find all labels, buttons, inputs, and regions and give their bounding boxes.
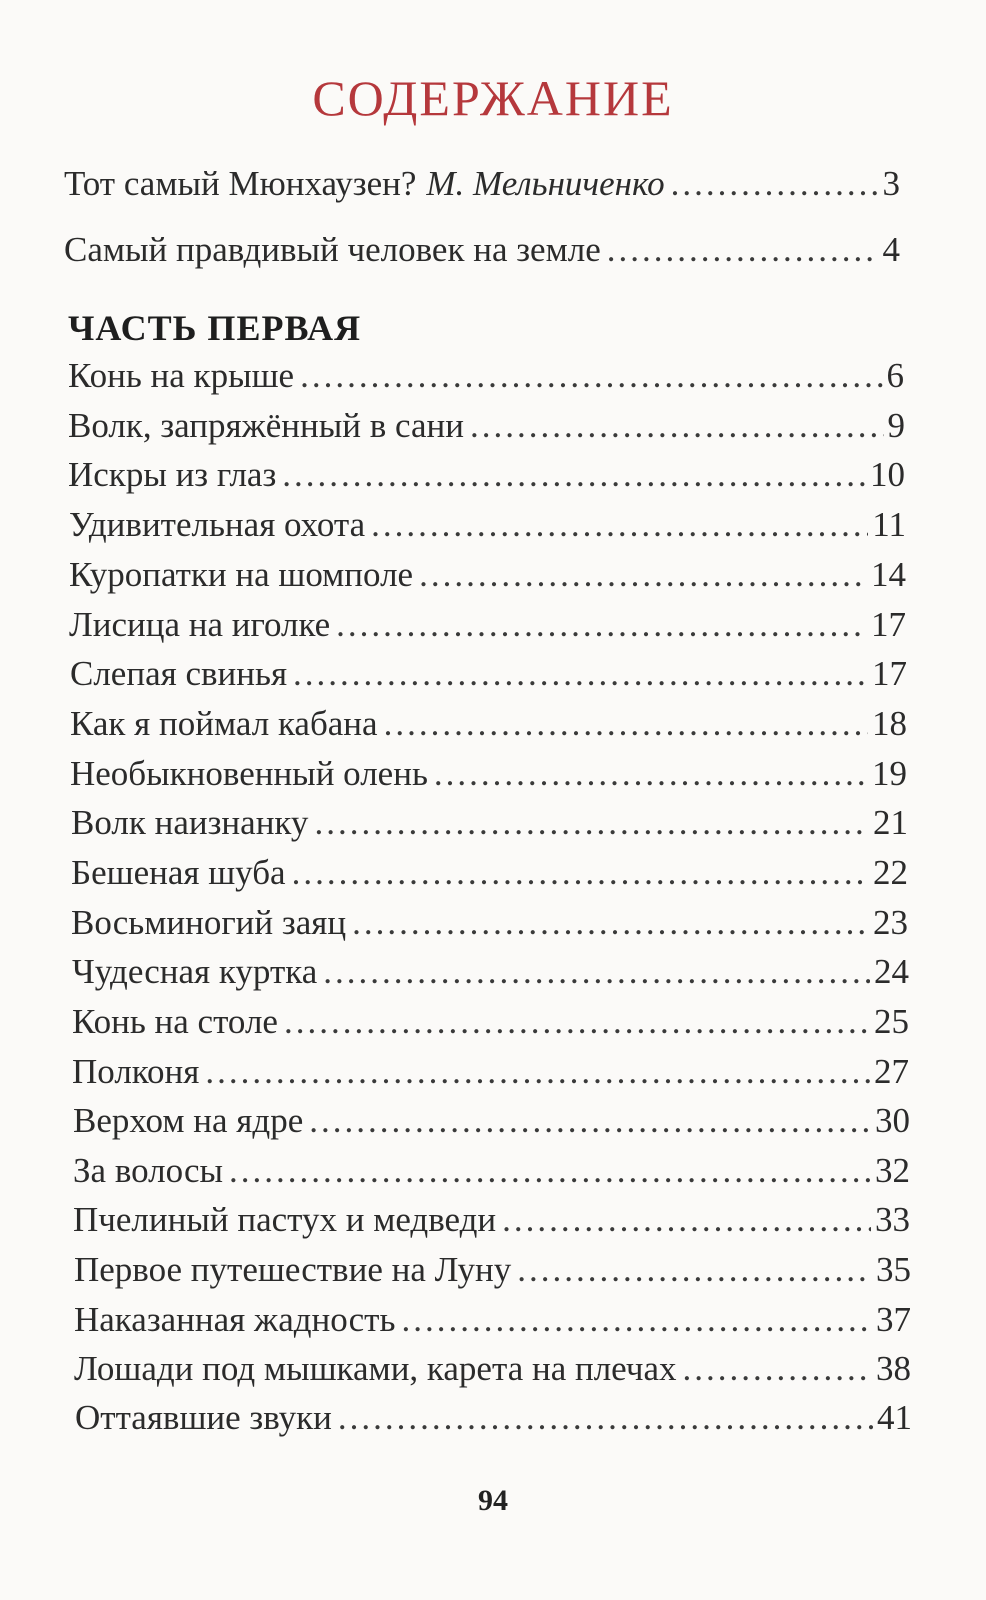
leader-dots — [205, 1050, 870, 1094]
toc-entry — [68, 453, 905, 497]
toc-entry-title: Удивительная охота — [69, 505, 366, 544]
toc-entry-page: 30 — [875, 1101, 910, 1140]
toc-entry-page: 38 — [876, 1349, 911, 1388]
leader-dots — [384, 702, 868, 746]
toc-entry-page: 17 — [871, 605, 906, 644]
toc-entry — [69, 603, 906, 647]
toc-entry — [69, 553, 906, 597]
toc-entry-page: 6 — [886, 356, 904, 395]
toc-entry — [73, 1099, 910, 1143]
toc-entry — [70, 702, 907, 746]
toc-entry — [72, 1000, 909, 1044]
contents-heading: СОДЕРЖАНИЕ — [312, 70, 674, 126]
toc-entry — [74, 1347, 911, 1391]
toc-entry-intro-1 — [64, 162, 900, 206]
toc-entry-page: 35 — [876, 1250, 911, 1289]
leader-dots — [293, 652, 868, 696]
leader-dots — [502, 1198, 871, 1242]
toc-entry — [70, 652, 907, 696]
toc-entry-page: 24 — [874, 952, 909, 991]
toc-entry-page: 21 — [873, 803, 908, 842]
toc-entry-title: Конь на столе — [72, 1002, 278, 1041]
toc-entry-page: 23 — [873, 903, 908, 942]
toc-entry-title: Волк наизнанку — [71, 803, 309, 842]
toc-entry-title: Конь на крыше — [68, 356, 295, 395]
toc-entry — [75, 1396, 912, 1440]
toc-entry-page: 9 — [887, 406, 905, 445]
toc-entry-intro-2 — [64, 228, 900, 272]
toc-entry-title: Оттаявшие звуки — [75, 1398, 332, 1437]
toc-entry-title: Куропатки на шомполе — [69, 555, 414, 594]
leader-dots — [419, 553, 867, 597]
toc-entry-page: 22 — [873, 853, 908, 892]
toc-entry-page: 14 — [871, 555, 906, 594]
leader-dots — [434, 752, 868, 796]
toc-entry-title: Слепая свинья — [70, 654, 288, 693]
toc-entry-title: Верхом на ядре — [73, 1101, 304, 1140]
leader-dots — [371, 503, 868, 547]
toc-entry — [72, 1050, 909, 1094]
leader-dots — [336, 603, 867, 647]
toc-entry-title: Пчелиный пастух и медведи — [73, 1200, 497, 1239]
leader-dots — [292, 851, 869, 895]
toc-entry-title: Бешеная шуба — [71, 853, 286, 892]
toc-entry-title: Наказанная жадность — [74, 1300, 396, 1339]
leader-dots — [517, 1248, 872, 1292]
toc-entry — [68, 354, 904, 398]
toc-entry — [71, 801, 908, 845]
toc-entry — [70, 752, 907, 796]
toc-entry-page: 27 — [874, 1052, 909, 1091]
leader-dots — [352, 901, 869, 945]
toc-entry-page: 33 — [875, 1200, 910, 1239]
toc-entry-title: Лошади под мышками, карета на плечах — [74, 1349, 677, 1388]
toc-entry-title: Первое путешествие на Луну — [74, 1250, 512, 1289]
toc-entry-page: 37 — [876, 1300, 911, 1339]
toc-entry — [74, 1298, 911, 1342]
leader-dots — [683, 1347, 873, 1391]
leader-dots — [300, 354, 882, 398]
toc-entry-page: 4 — [882, 230, 900, 269]
toc-entry-page: 19 — [872, 754, 907, 793]
toc-entry-title: Волк, запряжённый в сани — [68, 406, 464, 445]
toc-entry-title: За волосы — [73, 1151, 224, 1190]
toc-entry — [73, 1198, 910, 1242]
page-number: 94 — [478, 1484, 508, 1517]
toc-entry-title: Как я поймал кабана — [70, 704, 378, 743]
section-title: ЧАСТЬ ПЕРВАЯ — [68, 308, 362, 348]
leader-dots — [470, 404, 884, 448]
toc-entry-title: Необыкновенный олень — [70, 754, 428, 793]
leader-dots — [671, 162, 879, 206]
toc-entry-author: М. Мельниченко — [426, 164, 665, 203]
toc-entry-page: 10 — [870, 455, 905, 494]
toc-entry-title: Лисица на иголке — [69, 605, 331, 644]
toc-entry-title: Восьминогий заяц — [71, 903, 347, 942]
toc-entry — [74, 1248, 911, 1292]
leader-dots — [401, 1298, 872, 1342]
toc-entry — [73, 1149, 910, 1193]
leader-dots — [309, 1099, 871, 1143]
toc-entry — [71, 901, 908, 945]
toc-entry-title: Полконя — [72, 1052, 200, 1091]
toc-entry-page: 17 — [872, 654, 907, 693]
leader-dots — [314, 801, 869, 845]
toc-entry-title: Искры из глаз — [68, 455, 277, 494]
leader-dots — [229, 1149, 871, 1193]
leader-dots — [284, 1000, 870, 1044]
toc-entry-page: 11 — [872, 505, 906, 544]
toc-entry-page: 41 — [877, 1398, 912, 1437]
leader-dots — [338, 1396, 873, 1440]
toc-entry-title: Тот самый Мюнхаузен? — [64, 164, 417, 203]
toc-entry — [69, 503, 906, 547]
toc-entry-page: 3 — [882, 164, 900, 203]
toc-entry-title: Самый правдивый человек на земле — [64, 230, 601, 269]
toc-entry — [72, 950, 909, 994]
toc-entry-title: Чудесная куртка — [72, 952, 318, 991]
toc-entry-page: 32 — [875, 1151, 910, 1190]
toc-entry-page: 25 — [874, 1002, 909, 1041]
leader-dots — [282, 453, 866, 497]
leader-dots — [323, 950, 870, 994]
toc-entry — [68, 404, 905, 448]
toc-entry — [71, 851, 908, 895]
toc-entry-page: 18 — [872, 704, 907, 743]
leader-dots — [607, 228, 879, 272]
